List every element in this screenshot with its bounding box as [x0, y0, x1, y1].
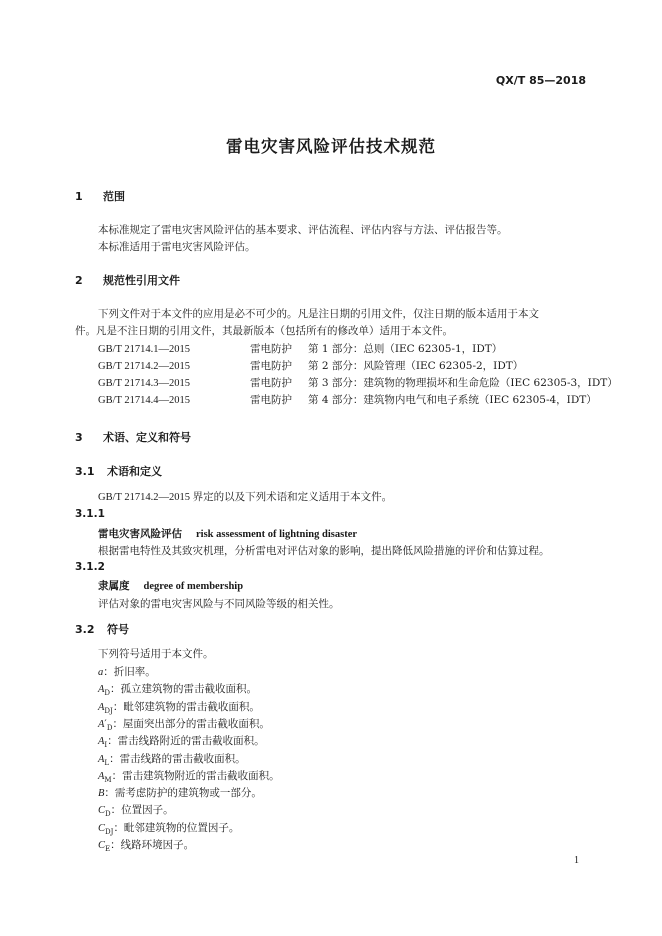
ref-code: GB/T 21714.1—2015 [98, 344, 190, 355]
symbol-description: ：屋面突出部分的雷击截收面积。 [112, 717, 270, 730]
symbol: A [98, 736, 105, 748]
page-number: 1 [574, 855, 579, 866]
symbol-item [98, 820, 239, 836]
doc-code: QX/T 85—2018 [495, 74, 586, 87]
paragraph: 件。凡是不注日期的引用文件，其最新版本（包括所有的修改单）适用于本文件。 [75, 325, 453, 337]
section-title: 符号 [107, 623, 129, 636]
symbol: A [98, 753, 105, 765]
section-number: 3 [75, 431, 83, 444]
ref-part: 第 4 部分：建筑物内电气和电子系统（IEC 62305-4，IDT） [308, 394, 597, 406]
section-number: 1 [75, 190, 83, 203]
symbol-description: ：雷击线路的雷击截收面积。 [109, 752, 246, 765]
symbol-item [98, 716, 270, 732]
symbol: B [98, 788, 105, 800]
symbol-subscript: D [104, 689, 111, 698]
symbol-subscript: I [104, 741, 108, 750]
term-entry [98, 526, 357, 541]
ref-name: 雷电防护 [250, 360, 292, 372]
ref-code: GB/T 21714.4—2015 [98, 395, 190, 406]
symbol-subscript: D [106, 723, 113, 732]
symbol-subscript: DJ [105, 827, 114, 836]
symbol: C [98, 805, 106, 817]
symbol-item [98, 664, 156, 680]
section-title: 范围 [103, 190, 125, 203]
section-title: 术语和定义 [107, 465, 162, 478]
term-entry [98, 578, 243, 593]
section-number: 3.2 [75, 623, 95, 636]
symbol-subscript: DJ [104, 706, 113, 715]
symbol-subscript: M [104, 775, 112, 784]
symbol-description: ：需考虑防护的建筑物或一部分。 [104, 787, 262, 800]
paragraph: 下列符号适用于本文件。 [98, 648, 214, 660]
symbol-description: ：毗邻建筑物的雷击截收面积。 [112, 700, 260, 713]
section-number: 2 [75, 274, 83, 287]
paragraph: 本标准规定了雷电灾害风险评估的基本要求、评估流程、评估内容与方法、评估报告等。 [98, 224, 508, 236]
reference-item [98, 392, 597, 407]
subsection-3-2-heading [75, 621, 129, 637]
ref-part: 第 2 部分：风险管理（IEC 62305-2，IDT） [308, 360, 524, 372]
ref-part: 第 3 部分：建筑物的物理损坏和生命危险（IEC 62305-3，IDT） [308, 377, 618, 389]
reference-item [98, 358, 523, 373]
term-definition: 评估对象的雷电灾害风险与不同风险等级的相关性。 [98, 598, 340, 610]
section-3-heading [75, 429, 191, 445]
term-number: 3.1.2 [75, 561, 105, 573]
reference-item [98, 375, 618, 390]
section-1-heading [75, 188, 125, 204]
ref-name: 雷电防护 [250, 343, 292, 355]
symbol-item [98, 785, 262, 801]
paragraph: 下列文件对于本文件的应用是必不可少的。凡是注日期的引用文件，仅注日期的版本适用于本文 [98, 308, 539, 320]
ref-name: 雷电防护 [250, 394, 292, 406]
symbol: A [98, 701, 105, 713]
symbol: A [98, 770, 105, 782]
symbol-item [98, 768, 280, 784]
section-2-heading [75, 272, 180, 288]
symbol-description: ：毗邻建筑物的位置因子。 [113, 821, 240, 834]
section-number: 3.1 [75, 465, 95, 478]
symbol-item [98, 837, 194, 853]
section-title: 规范性引用文件 [103, 274, 180, 287]
term-number: 3.1.1 [75, 508, 105, 520]
symbol-subscript: D [105, 810, 111, 819]
term-chinese: 雷电灾害风险评估 [98, 528, 182, 540]
ref-name: 雷电防护 [250, 377, 292, 389]
paragraph: 本标准适用于雷电灾害风险评估。 [98, 241, 256, 253]
symbol-description: ：折旧率。 [103, 666, 156, 678]
ref-code: GB/T 21714.3—2015 [98, 378, 190, 389]
symbol-item [98, 681, 257, 697]
symbol-item [98, 802, 174, 818]
symbol-description: ：线路环境因子。 [110, 839, 195, 851]
ref-code: GB/T 21714.2—2015 [98, 361, 190, 372]
subsection-3-1-heading [75, 463, 162, 479]
symbol-item [98, 699, 260, 715]
symbol-description: ：雷击线路附近的雷击截收面积。 [107, 735, 265, 748]
reference-item [98, 341, 502, 356]
symbol-description: ：雷击建筑物附近的雷击截收面积。 [111, 769, 280, 782]
term-english: risk assessment of lightning disaster [196, 529, 358, 540]
term-definition: 根据雷电特性及其致灾机理，分析雷电对评估对象的影响，提出降低风险措施的评价和估算过程。 [98, 545, 550, 557]
symbol-item [98, 751, 246, 767]
symbol-prime: ′ [104, 717, 107, 730]
section-title: 术语、定义和符号 [103, 431, 191, 444]
symbol-subscript: E [105, 845, 111, 854]
symbol-subscript: L [104, 758, 110, 767]
symbol: C [98, 840, 106, 851]
symbol: A [98, 718, 105, 730]
paragraph: GB/T 21714.2—2015 界定的以及下列术语和定义适用于本文件。 [98, 492, 393, 503]
symbol: C [98, 822, 106, 834]
term-chinese: 隶属度 [98, 580, 130, 592]
symbol-description: ：孤立建筑物的雷击截收面积。 [110, 683, 258, 696]
symbol-description: ：位置因子。 [110, 804, 174, 817]
ref-part: 第 1 部分：总则（IEC 62305-1，IDT） [308, 343, 503, 355]
symbol: a [98, 667, 104, 678]
page-title: 雷电灾害风险评估技术规范 [226, 137, 436, 156]
symbol: A [98, 684, 105, 696]
symbol-item [98, 733, 265, 749]
term-english: degree of membership [143, 581, 244, 592]
